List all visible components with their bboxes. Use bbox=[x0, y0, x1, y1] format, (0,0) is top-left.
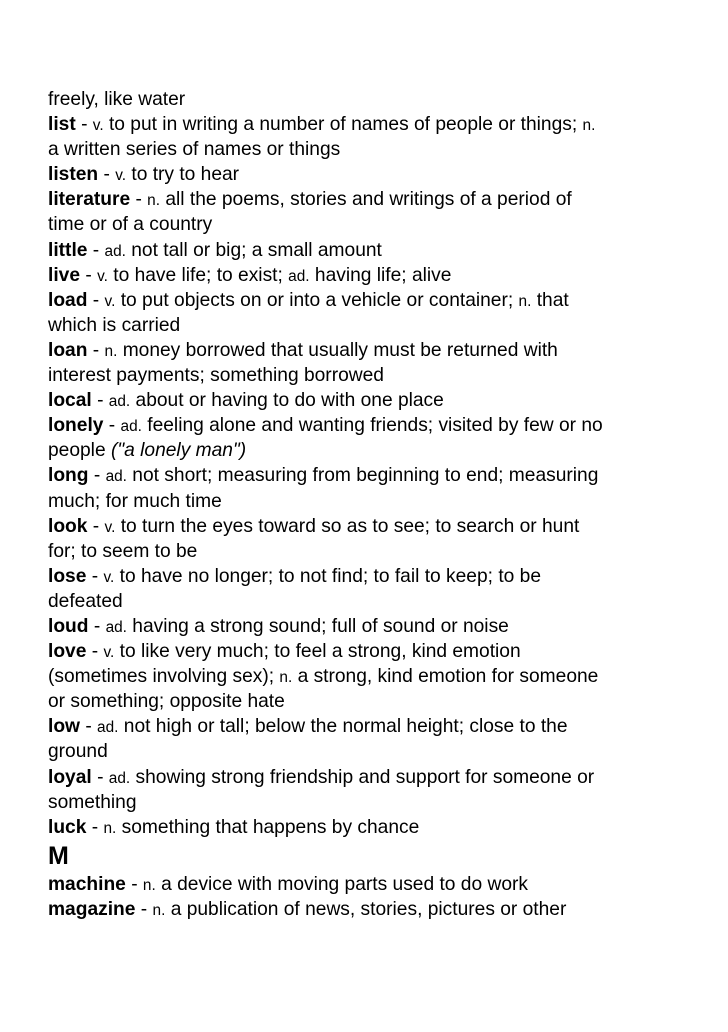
text-line bbox=[48, 564, 688, 589]
part-of-speech: v. bbox=[92, 117, 104, 135]
part-of-speech: n. bbox=[142, 876, 156, 894]
definition-text: - bbox=[125, 873, 143, 895]
section-letter-heading: M bbox=[48, 841, 69, 870]
definition-text: - bbox=[91, 390, 109, 412]
part-of-speech: n. bbox=[147, 192, 161, 210]
headword: love bbox=[48, 641, 87, 663]
text-line bbox=[48, 87, 688, 112]
entries-m-section bbox=[48, 872, 688, 922]
definition-text: - bbox=[135, 898, 153, 920]
definition-text: - bbox=[75, 114, 93, 136]
part-of-speech: ad. bbox=[105, 468, 127, 486]
definition-text: - bbox=[88, 615, 106, 637]
definition-text: - bbox=[87, 239, 105, 261]
text-line bbox=[48, 338, 688, 363]
text-line bbox=[48, 238, 688, 263]
text-line bbox=[48, 313, 688, 338]
text-line bbox=[48, 489, 688, 514]
definition-text: money borrowed that usually must be returned with bbox=[117, 339, 558, 361]
headword: loan bbox=[48, 339, 88, 361]
definition-text: showing strong friendship and support for someone or bbox=[130, 766, 595, 788]
part-of-speech: v. bbox=[103, 568, 115, 586]
definition-text: to like very much; to feel a strong, kind emotion bbox=[114, 641, 521, 663]
definition-text: - bbox=[79, 716, 98, 738]
definition-text: to try to hear bbox=[126, 164, 240, 186]
definition-text: - bbox=[86, 565, 104, 587]
definition-text: not short; measuring from beginning to end; measuring bbox=[126, 465, 599, 487]
headword: load bbox=[48, 289, 88, 311]
headword: little bbox=[48, 239, 88, 261]
headword: long bbox=[48, 465, 89, 487]
headword: machine bbox=[48, 873, 126, 895]
definition-text: a strong, kind emotion for someone bbox=[292, 666, 599, 688]
text-line bbox=[48, 790, 688, 815]
definition-text: - bbox=[87, 515, 105, 537]
headword: local bbox=[48, 390, 92, 412]
definition-text: about or having to do with one place bbox=[130, 390, 444, 412]
headword: low bbox=[48, 716, 80, 738]
definition-text: all the poems, stories and writings of a period of bbox=[160, 189, 572, 211]
definition-text: much; for much time bbox=[48, 490, 222, 512]
definition-text: a written series of names or things bbox=[48, 139, 341, 161]
part-of-speech: n. bbox=[518, 292, 532, 310]
definition-text: which is carried bbox=[48, 314, 181, 336]
definition-text: - bbox=[130, 189, 148, 211]
part-of-speech: n. bbox=[152, 901, 166, 919]
part-of-speech: n. bbox=[279, 669, 293, 687]
part-of-speech: ad. bbox=[288, 267, 310, 285]
text-line bbox=[48, 614, 688, 639]
headword: lose bbox=[48, 565, 87, 587]
text-line bbox=[48, 664, 688, 689]
part-of-speech: ad. bbox=[108, 393, 131, 411]
headword: magazine bbox=[48, 898, 136, 920]
text-line bbox=[48, 413, 688, 438]
text-line bbox=[48, 765, 688, 790]
part-of-speech: v. bbox=[104, 292, 116, 310]
definition-text: - bbox=[103, 415, 121, 437]
entries-l-section bbox=[48, 87, 688, 840]
text-line bbox=[48, 897, 688, 922]
part-of-speech: n. bbox=[582, 117, 596, 135]
headword: literature bbox=[48, 189, 131, 211]
definition-text: (sometimes involving sex); bbox=[48, 666, 280, 688]
part-of-speech: v. bbox=[104, 518, 116, 536]
definition-text: to put objects on or into a vehicle or container; bbox=[115, 289, 519, 311]
part-of-speech: n. bbox=[104, 342, 118, 360]
text-line bbox=[48, 463, 688, 488]
definition-text: people bbox=[48, 440, 111, 462]
text-line bbox=[48, 162, 688, 187]
text-line bbox=[48, 363, 688, 388]
definition-text: to turn the eyes toward so as to see; to search or hunt bbox=[115, 515, 580, 537]
text-line bbox=[48, 112, 688, 137]
part-of-speech: v. bbox=[115, 167, 127, 185]
headword: lonely bbox=[48, 415, 104, 437]
text-line bbox=[48, 288, 688, 313]
text-line bbox=[48, 815, 688, 840]
text-line bbox=[48, 514, 688, 539]
definition-text: - bbox=[86, 641, 104, 663]
definition-text: for; to seem to be bbox=[48, 540, 198, 562]
headword: look bbox=[48, 515, 88, 537]
definition-text: - bbox=[88, 465, 106, 487]
headword: live bbox=[48, 264, 81, 286]
definition-text: not tall or big; a small amount bbox=[125, 239, 382, 261]
headword: luck bbox=[48, 816, 87, 838]
text-line bbox=[48, 263, 688, 288]
text-line bbox=[48, 212, 688, 237]
headword: listen bbox=[48, 164, 99, 186]
definition-text: to have no longer; to not find; to fail to keep; to be bbox=[114, 565, 541, 587]
definition-text: - bbox=[98, 164, 116, 186]
part-of-speech: ad. bbox=[108, 769, 131, 787]
headword: loud bbox=[48, 615, 89, 637]
part-of-speech: ad. bbox=[120, 418, 142, 436]
definition-text: a device with moving parts used to do work bbox=[155, 873, 528, 895]
definition-text: time or of a country bbox=[48, 214, 213, 236]
definition-text: - bbox=[87, 339, 105, 361]
definition-text: something bbox=[48, 791, 137, 813]
definition-text: - bbox=[86, 816, 104, 838]
text-line bbox=[48, 137, 688, 162]
definition-text: - bbox=[87, 289, 105, 311]
part-of-speech: v. bbox=[97, 267, 108, 285]
text-line bbox=[48, 589, 688, 614]
text-line bbox=[48, 388, 688, 413]
text-line bbox=[48, 539, 688, 564]
definition-text: a publication of news, stories, pictures or other bbox=[165, 898, 567, 920]
headword: list bbox=[48, 114, 76, 136]
definition-text: defeated bbox=[48, 590, 123, 612]
text-line bbox=[48, 187, 688, 212]
definition-text: - bbox=[80, 264, 98, 286]
part-of-speech: ad. bbox=[97, 719, 119, 737]
text-line bbox=[48, 639, 688, 664]
text-line bbox=[48, 689, 688, 714]
dictionary-page bbox=[48, 87, 688, 922]
definition-text: that bbox=[531, 289, 569, 311]
text-line bbox=[48, 739, 688, 764]
definition-text: to have life; to exist; bbox=[107, 264, 289, 286]
definition-text: freely, like water bbox=[48, 89, 186, 110]
definition-text: something that happens by chance bbox=[116, 816, 420, 838]
definition-text: - bbox=[91, 766, 109, 788]
text-line bbox=[48, 438, 688, 463]
definition-text: or something; opposite hate bbox=[48, 691, 285, 713]
definition-text: having a strong sound; full of sound or noise bbox=[126, 615, 509, 637]
part-of-speech: ad. bbox=[105, 618, 127, 636]
part-of-speech: n. bbox=[103, 819, 117, 837]
definition-text: not high or tall; below the normal height; close to the bbox=[118, 716, 568, 738]
definition-text: having life; alive bbox=[309, 264, 452, 286]
text-line bbox=[48, 872, 688, 897]
definition-text: ground bbox=[48, 741, 108, 763]
text-line bbox=[48, 714, 688, 739]
definition-text: feeling alone and wanting friends; visited by few or no bbox=[141, 415, 603, 437]
definition-text: interest payments; something borrowed bbox=[48, 365, 384, 387]
headword: loyal bbox=[48, 766, 92, 788]
definition-text: to put in writing a number of names of people or things; bbox=[103, 114, 583, 136]
part-of-speech: ad. bbox=[104, 242, 126, 260]
example-text: ("a lonely man") bbox=[110, 440, 247, 462]
part-of-speech: v. bbox=[103, 644, 115, 662]
